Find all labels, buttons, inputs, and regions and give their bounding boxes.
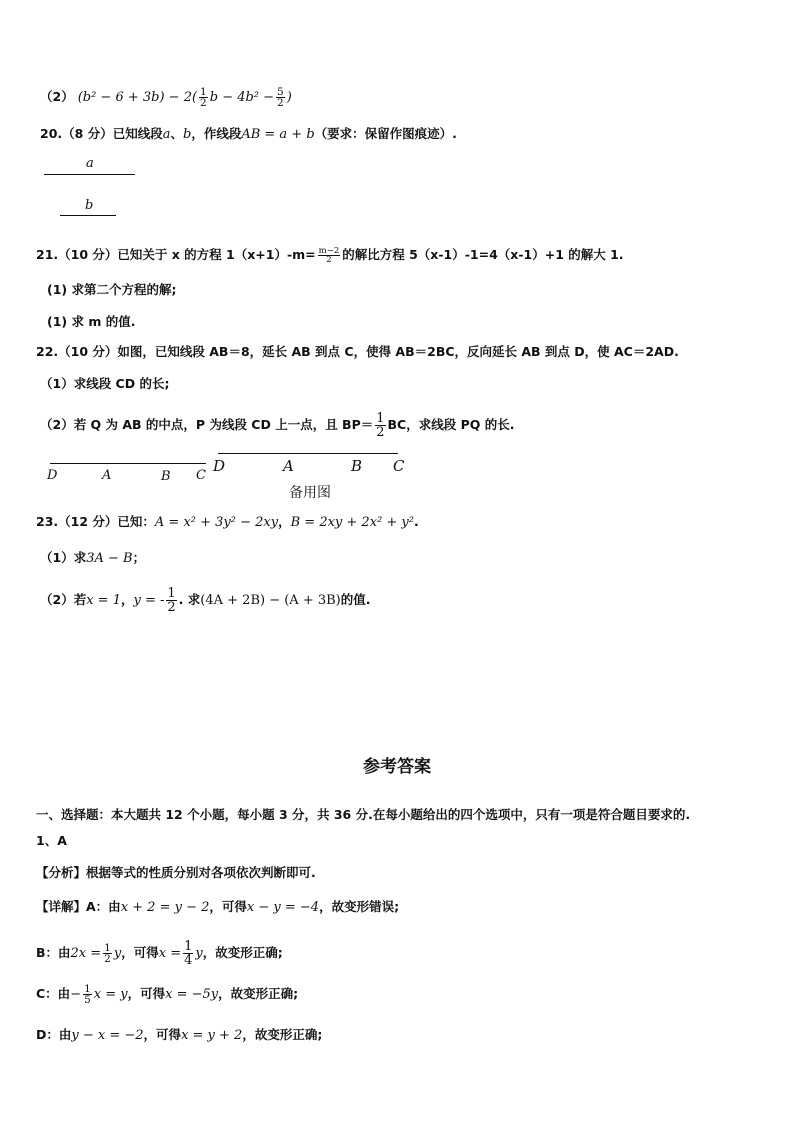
q22-part2: （2）若 Q 为 AB 的中点，P 为线段 CD 上一点，且 BP＝ $\frac{1}{2}$ BC，求线段 PQ 的长. (40, 411, 515, 440)
fig2-caption: 备用图 (289, 485, 331, 501)
fig2-point-d: D (213, 457, 226, 475)
fig2-point-a: A (283, 457, 294, 475)
q19-fraction-1: $\frac{1}{2}$ (200, 86, 207, 109)
segment-a (44, 174, 135, 175)
q23-question: 23.（12 分）已知：A = x² + 3y² − 2xy，B = 2xy + 2x² + y². (36, 514, 419, 530)
fig1-point-a: A (102, 468, 112, 483)
segment-a-label: a (86, 156, 94, 171)
q23-part1: （1）求3A − B； (40, 550, 146, 566)
q22-part1: （1）求线段 CD 的长; (40, 376, 170, 391)
fig1-point-b: B (161, 469, 171, 484)
q21-question: 21.（10 分）已知关于 x 的方程 1（x+1）-m= $\frac{m-2}{2}$ 的解比方程 5（x-1）-1=4（x-1）+1 的解大 1. (36, 246, 624, 265)
q21-part2: (1) 求 m 的值. (47, 314, 136, 329)
fig1-point-d: D (47, 468, 58, 483)
answer-detail-a: 【详解】A：由x + 2 = y − 2，可得x − y = −4，故变形错误; (36, 899, 400, 915)
segment-b-label: b (85, 198, 94, 213)
q22-fraction: $\frac{1}{2}$ (376, 411, 385, 440)
q23-expr-b: B = 2xy + 2x² + y² (290, 515, 414, 530)
q23-part2: （2）若x = 1，y = - $\frac{1}{2}$ . 求(4A + 2B) − (A + 3B)的值. (40, 586, 371, 615)
q19-part2-label: （2） (40, 89, 74, 104)
answer-analysis: 【分析】根据等式的性质分别对各项依次判断即可. (36, 865, 316, 880)
answers-section1: 一、选择题：本大题共 12 个小题，每小题 3 分，共 36 分.在每小题给出的四个选项中，只有一项是符合题目要求的. (36, 807, 691, 822)
fig2-line (218, 453, 398, 454)
answers-heading: 参考答案 (363, 757, 431, 777)
q20-question: 20.（8 分）已知线段a、b，作线段AB = a + b（要求：保留作图痕迹）. (40, 126, 457, 142)
fig1-point-c: C (196, 468, 206, 483)
segment-b (60, 215, 116, 216)
q19-expr-c: ) (286, 90, 292, 105)
answer-detail-d: D：由y − x = −2，可得x = y + 2，故变形正确; (36, 1027, 323, 1043)
q21-fraction: $\frac{m-2}{2}$ (318, 246, 340, 265)
q19-part2 (40, 87, 292, 108)
q22-question: 22.（10 分）如图，已知线段 AB＝8，延长 AB 到点 C，使得 AB＝2BC，反向延长 AB 到点 D，使 AC＝2AD. (36, 344, 679, 359)
q23-fraction: $\frac{1}{2}$ (167, 586, 176, 615)
q21-part1: (1) 求第二个方程的解; (47, 282, 177, 297)
fig1-line (50, 463, 206, 464)
fig2-point-c: C (393, 457, 405, 475)
q19-expr-a: (b² − 6 + 3b) − 2( (77, 90, 198, 105)
answer-detail-b: B：由2x = $\frac{1}{2}$ y，可得x = $\frac{1}{4}$ y，故变形正确; (36, 939, 283, 968)
q19-expr-b: b − 4b² − (209, 90, 275, 105)
answer-item-1: 1、A (36, 833, 67, 848)
fig2-point-b: B (351, 457, 363, 475)
q19-fraction-2: $\frac{5}{2}$ (277, 86, 284, 109)
q23-expr-a: A = x² + 3y² − 2xy (154, 515, 279, 530)
answer-detail-c: C：由− $\frac{1}{5}$ x = y，可得x = −5y，故变形正确; (36, 983, 299, 1006)
q20-formula: AB = a + b (241, 127, 315, 142)
